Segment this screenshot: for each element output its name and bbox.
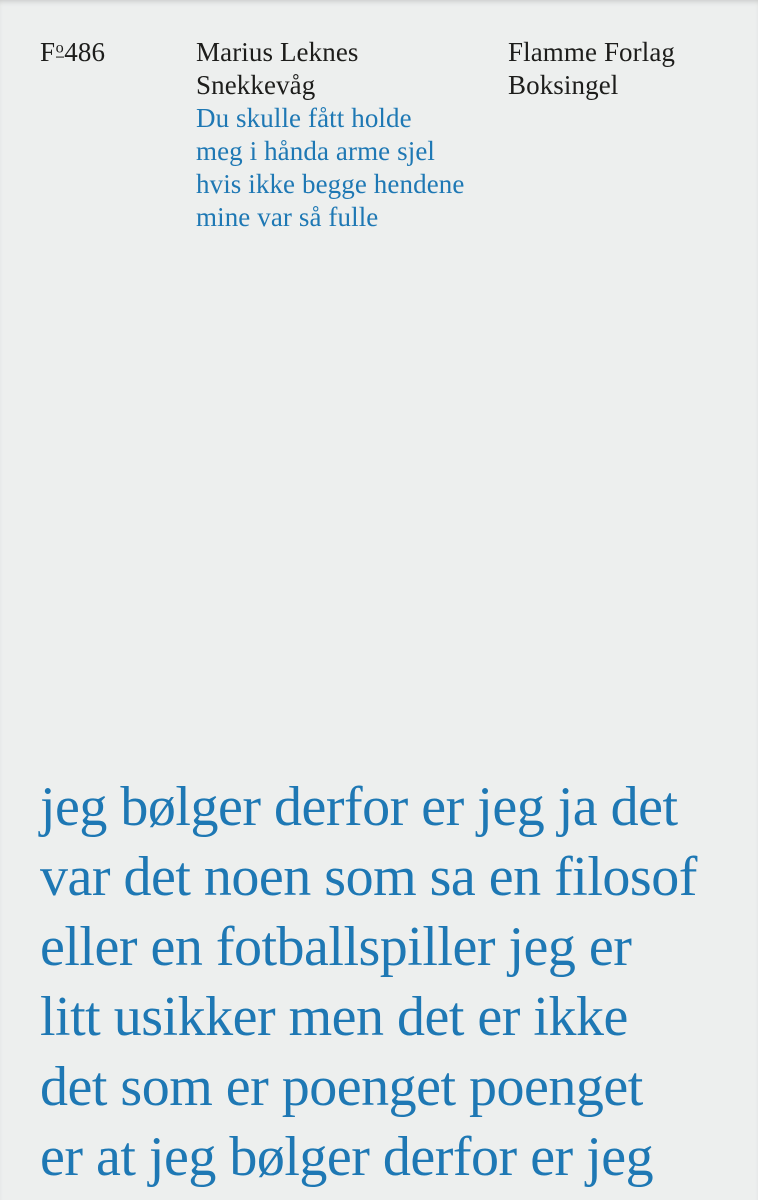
poem-line: eller en fotballspiller jeg er <box>40 916 632 978</box>
book-title <box>196 102 496 234</box>
catalog-ordinal-indicator: o <box>55 38 64 57</box>
publisher-series <box>508 36 748 102</box>
title-line: meg i hånda arme sjel <box>196 136 436 166</box>
catalog-number <box>40 36 105 69</box>
byline-column <box>196 36 496 234</box>
title-line: hvis ikke begge hendene <box>196 169 465 199</box>
series-name: Boksingel <box>508 70 619 100</box>
title-line: Du skulle fått holde <box>196 103 412 133</box>
author-line: Snekkevåg <box>196 70 316 100</box>
poem-line: var det noen som sa en filosof <box>40 846 697 908</box>
poem-line: jeg bølger derfor er jeg ja det <box>40 776 678 838</box>
publisher-name: Flamme Forlag <box>508 37 676 67</box>
catalog-digits: 486 <box>64 37 106 67</box>
title-line: mine var så fulle <box>196 202 379 232</box>
catalog-prefix: F <box>40 37 56 67</box>
poem-line: litt usikker men det er ikke <box>40 986 628 1048</box>
author-name <box>196 36 496 102</box>
poem-excerpt <box>40 772 740 1192</box>
poem-line: det som er poenget poenget <box>40 1056 643 1118</box>
poem-line: er at jeg bølger derfor er jeg <box>40 1126 654 1188</box>
author-line: Marius Leknes <box>196 37 359 67</box>
